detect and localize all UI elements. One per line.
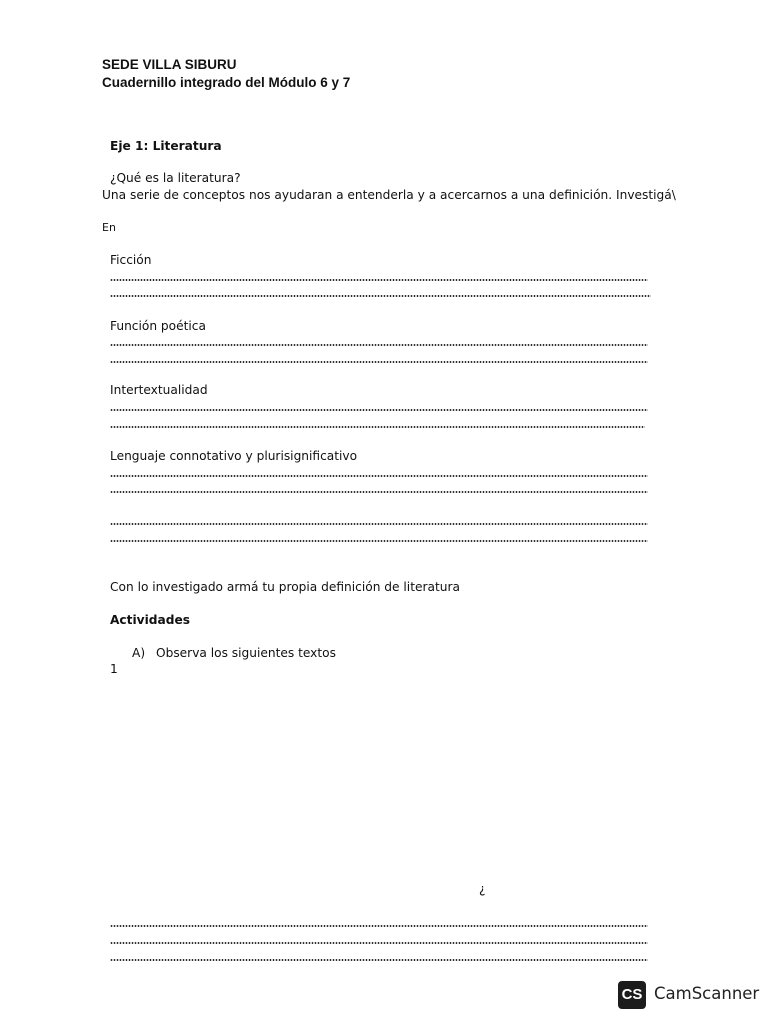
answer-line: [110, 925, 648, 927]
answer-line: [110, 426, 645, 428]
concept-label: Lenguaje connotativo y plurisignificativo: [110, 449, 358, 463]
answer-line: [110, 523, 648, 525]
concept-label: Función poética: [110, 319, 206, 333]
camscanner-logo-icon: CS: [618, 981, 646, 1009]
answer-line: [110, 475, 648, 477]
school-name: SEDE VILLA SIBURU: [102, 57, 237, 72]
answer-line: [110, 344, 648, 346]
stray-glyph: ¿: [479, 882, 486, 896]
answer-line: [110, 959, 648, 961]
section-heading: Eje 1: Literatura: [110, 139, 222, 153]
definition-prompt: Con lo investigado armá tu propia definición de literatura: [110, 580, 460, 594]
answer-line: [110, 491, 648, 493]
activities-heading: Actividades: [110, 613, 190, 627]
concept-label: Ficción: [110, 253, 152, 267]
answer-line: [110, 942, 648, 944]
activity-text: Observa los siguientes textos: [156, 646, 336, 660]
camscanner-brand: CamScanner: [654, 984, 760, 1003]
concept-label: Intertextualidad: [110, 383, 208, 397]
answer-line: [110, 540, 648, 542]
answer-line: [110, 361, 648, 363]
section-intro: Una serie de conceptos nos ayudaran a entenderla y a acercarnos a una definición. Investigá\: [102, 188, 676, 202]
answer-line: [110, 409, 648, 411]
section-question: ¿Qué es la literatura?: [110, 171, 241, 185]
activity-marker: A): [132, 646, 146, 660]
answer-line: [110, 279, 648, 281]
text-fragment: En: [102, 221, 116, 234]
booklet-title: Cuadernillo integrado del Módulo 6 y 7: [102, 75, 351, 90]
activity-number: 1: [110, 662, 118, 676]
answer-line: [110, 295, 651, 297]
